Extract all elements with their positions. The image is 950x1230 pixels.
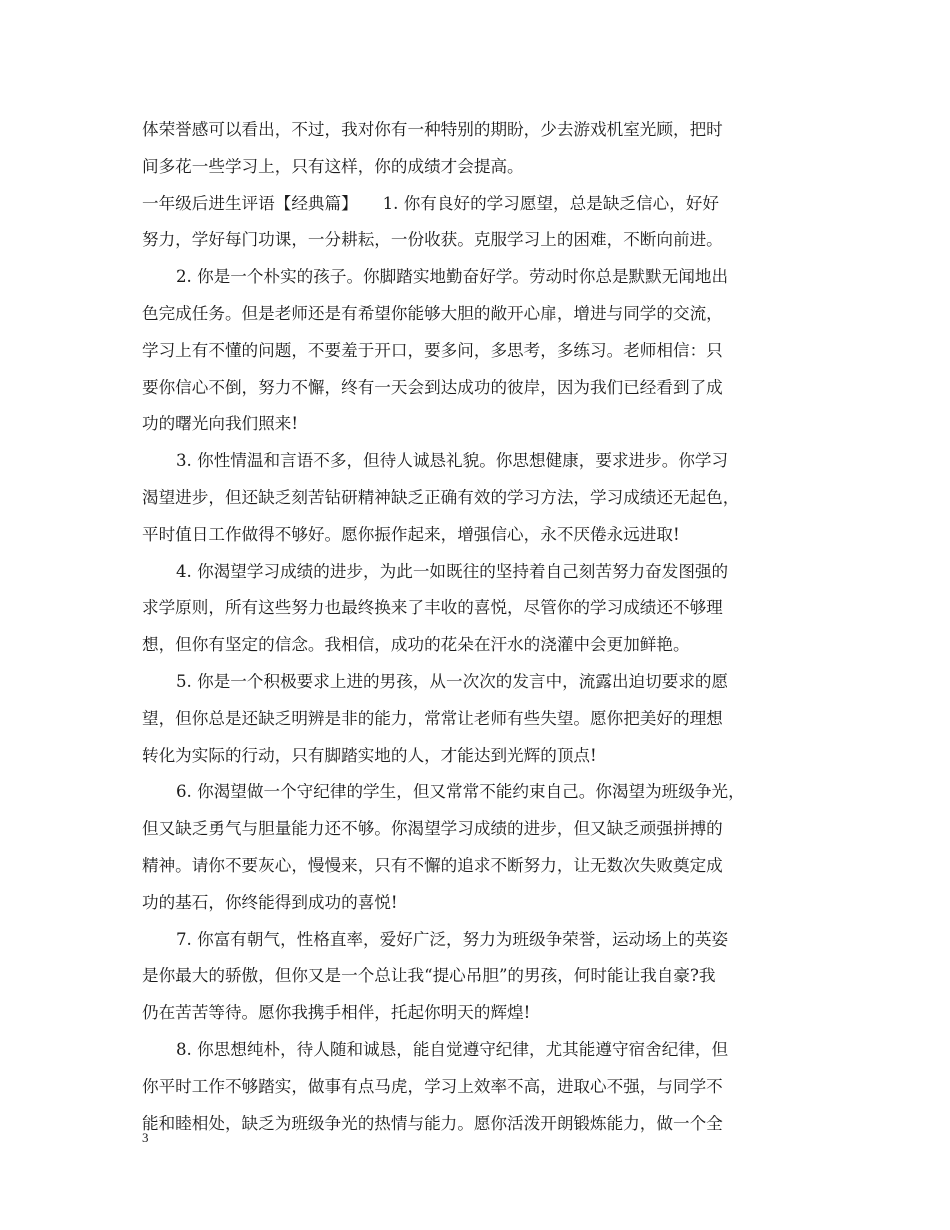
- text-line: 8. 你思想纯朴，待人随和诚恳，能自觉遵守纪律，尤其能遵守宿舍纪律，但: [176, 1039, 729, 1059]
- text-line: 是你最大的骄傲，但你又是一个总让我“提心吊胆”的男孩，何时能让我自豪?我: [142, 966, 716, 986]
- text-line: 要你信心不倒，努力不懈，终有一天会到达成功的彼岸，因为我们已经看到了成: [142, 377, 723, 397]
- text-line: 努力，学好每门功课，一分耕耘，一份收获。克服学习上的困难，不断向前进。: [142, 230, 723, 250]
- text-line: 7. 你富有朝气，性格直率，爱好广泛，努力为班级争荣誉，运动场上的英姿: [176, 929, 729, 949]
- text-line: 望，但你总是还缺乏明辨是非的能力，常常让老师有些失望。愿你把美好的理想: [142, 708, 723, 728]
- text-line: 间多花一些学习上，只有这样，你的成绩才会提高。: [142, 156, 524, 176]
- text-line: 4. 你渴望学习成绩的进步，为此一如既往的坚持着自己刻苦努力奋发图强的: [176, 561, 729, 581]
- text-line: 功的曙光向我们照来!: [142, 414, 299, 434]
- text-line: 你平时工作不够踏实，做事有点马虎，学习上效率不高，进取心不强，与同学不: [142, 1076, 723, 1096]
- page-number: 3: [142, 1130, 149, 1145]
- text-line: 功的基石，你终能得到成功的喜悦!: [142, 892, 398, 912]
- text-line: 但又缺乏勇气与胆量能力还不够。你渴望学习成绩的进步，但又缺乏顽强拼搏的: [142, 819, 723, 839]
- text-line: 能和睦相处，缺乏为班级争光的热情与能力。愿你活泼开朗锻炼能力，做一个全: [142, 1113, 723, 1133]
- text-line: 5. 你是一个积极要求上进的男孩，从一次次的发言中，流露出迫切要求的愿: [176, 671, 729, 691]
- text-line: 3. 你性情温和言语不多，但待人诚恳礼貌。你思想健康，要求进步。你学习: [176, 451, 729, 471]
- text-line: 想，但你有坚定的信念。我相信，成功的花朵在汗水的浇灌中会更加鲜艳。: [142, 635, 690, 655]
- text-line: 6. 你渴望做一个守纪律的学生，但又常常不能约束自己。你渴望为班级争光，: [176, 782, 745, 802]
- text-line: 精神。请你不要灰心，慢慢来，只有不懈的追求不断努力，让无数次失败奠定成: [142, 855, 723, 875]
- text-line: 转化为实际的行动，只有脚踏实地的人，才能达到光辉的顶点!: [142, 745, 597, 765]
- text-line: 色完成任务。但是老师还是有希望你能够大胆的敞开心扉，增进与同学的交流，: [142, 303, 723, 323]
- text-line: 渴望进步，但还缺乏刻苦钻研精神缺乏正确有效的学习方法，学习成绩还无起色，: [142, 487, 740, 507]
- text-line: 平时值日工作做得不够好。愿你振作起来，增强信心，永不厌倦永远进取!: [142, 524, 680, 544]
- text-line: 一年级后进生评语【经典篇】 1. 你有良好的学习愿望，总是缺乏信心，好好: [142, 193, 719, 213]
- text-line: 2. 你是一个朴实的孩子。你脚踏实地勤奋好学。劳动时你总是默默无闻地出: [176, 267, 729, 287]
- text-line: 体荣誉感可以看出，不过，我对你有一种特别的期盼，少去游戏机室光顾，把时: [142, 120, 723, 139]
- text-line: 仍在苦苦等待。愿你我携手相伴，托起你明天的辉煌!: [142, 1003, 531, 1023]
- text-line: 学习上有不懂的问题，不要羞于开口，要多问，多思考，多练习。老师相信：只: [142, 340, 723, 360]
- body-text: [142, 112, 812, 1142]
- text-line: 求学原则，所有这些努力也最终换来了丰收的喜悦，尽管你的学习成绩还不够理: [142, 598, 723, 618]
